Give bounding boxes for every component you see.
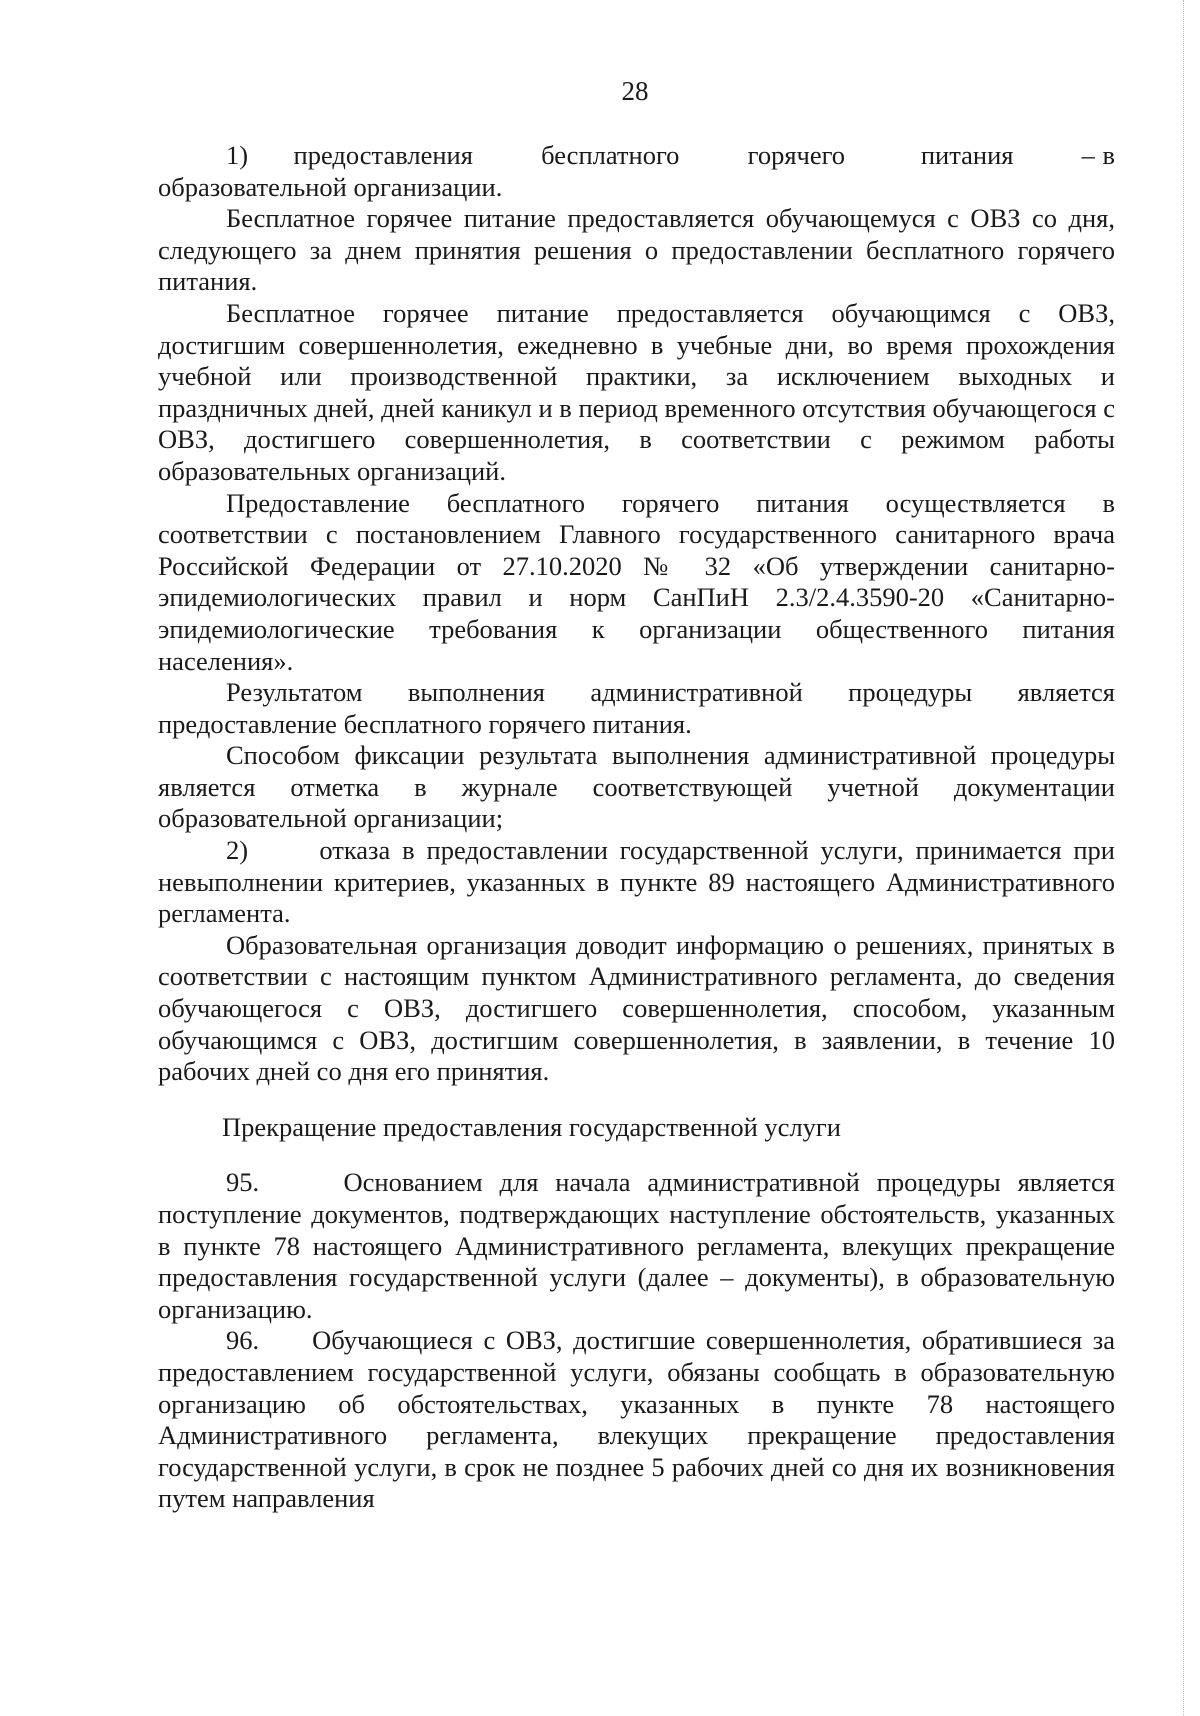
paragraph-item-2-refusal: 2) отказа в предоставлении государственной услуги, принимается при невыполнении критериев, указанных в пункте 89 настоящего Административного регламента. (158, 835, 1115, 929)
document-body (158, 140, 1115, 1515)
page-number: 28 (621, 76, 649, 106)
paragraph-96: 96. Обучающиеся с ОВЗ, достигшие совершеннолетия, обратившиеся за предоставлением государственной услуги, обязаны сообщать в образовательную организацию об обстоятельствах, указанных в пункте 78 настоящего Административного регламента, влекущих прекращение предоставления государственной услуги, в срок не позднее 5 рабочих дней со дня их возникновения путем направления (158, 1325, 1115, 1514)
paragraph-sanpin-reference: Предоставление бесплатного горячего питания осуществляется в соответствии с постановлением Главного государственного санитарного врача Российской Федерации от 27.10.2020 № 32 «Об утверждении санитарно-эпидемиологических правил и норм СанПиН 2.3/2.4.3590-20 «Санитарно-эпидемиологические требования к организации общественного питания населения». (158, 487, 1115, 676)
paragraph-item-1-free-meals: 1) предоставления бесплатного горячего питания – в образовательной организации. (158, 140, 1115, 202)
scan-edge-divider (1183, 0, 1184, 1716)
section-heading: Прекращение предоставления государственной услуги (222, 1111, 841, 1142)
paragraph-result-recording: Способом фиксации результата выполнения административной процедуры является отметка в журнале соответствующей учетной документации образовательной организации; (158, 740, 1115, 834)
paragraph-95: 95. Основанием для начала административной процедуры является поступление документов, подтверждающих наступление обстоятельств, указанных в пункте 78 настоящего Административного регламента, влекущих прекращение предоставления государственной услуги (далее – документы), в образовательную организацию. (158, 1167, 1115, 1324)
paragraph-meals-schedule: Бесплатное горячее питание предоставляется обучающимся с ОВЗ, достигшим совершеннолетия, ежедневно в учебные дни, во время прохождения учебной или производственной практики, за исключением выходных и праздничных дней, дней каникул и в период временного отсутствия обучающегося с ОВЗ, достигшего совершеннолетия, в соответствии с режимом работы образовательных организаций. (158, 297, 1115, 486)
paragraph-procedure-result: Результатом выполнения административной процедуры является предоставление бесплатного горячего питания. (158, 677, 1115, 739)
paragraph-meals-start-date: Бесплатное горячее питание предоставляется обучающемуся с ОВЗ со дня, следующего за днем принятия решения о предоставлении бесплатного горячего питания. (158, 203, 1115, 297)
paragraph-decision-notification: Образовательная организация доводит информацию о решениях, принятых в соответствии с настоящим пунктом Административного регламента, до сведения обучающегося с ОВЗ, достигшего совершеннолетия, способом, указанным обучающимся с ОВЗ, достигшим совершеннолетия, в заявлении, в течение 10 рабочих дней со дня его принятия. (158, 929, 1115, 1087)
